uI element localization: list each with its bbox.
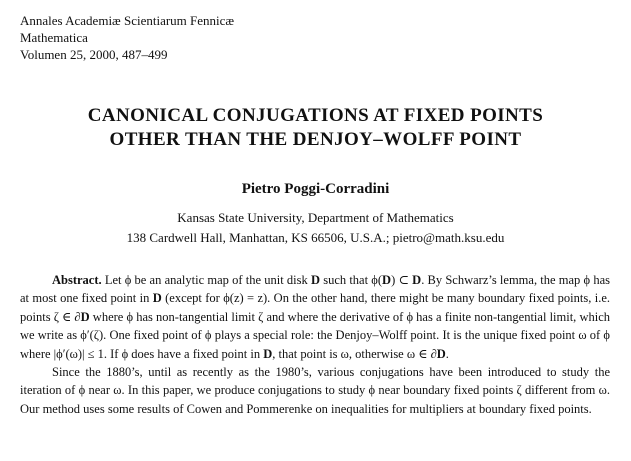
title-line-2: OTHER THAN THE DENJOY–WOLFF POINT (109, 129, 522, 150)
journal-series: Mathematica (20, 30, 88, 45)
affiliation-line-1: Kansas State University, Department of Mathematics (177, 210, 454, 225)
abstract (20, 271, 610, 418)
abstract-paragraph-1: Abstract. Let ϕ be an analytic map of the unit disk D such that ϕ(D) ⊂ D. By Schwarz’s lemma, the map ϕ has at most one fixed point in D (except for ϕ(z) = z). On the other hand, there might be many boundary fixed points, i.e. points ζ ∈ ∂D where ϕ has non-tangential limit ζ and where the derivative of ϕ has a finite non-tangential limit, which we write as ϕ′(ζ). One fixed point of ϕ plays a special role: the Denjoy–Wolff point. It is the unique fixed point ω of ϕ where |ϕ′(ω)| ≤ 1. If ϕ does have a fixed point in D, that point is ω, otherwise ω ∈ ∂D. (20, 273, 611, 361)
journal-header (20, 12, 234, 63)
author-name: Pietro Poggi-Corradini (241, 181, 390, 197)
abstract-label: Abstract. (52, 273, 102, 287)
journal-volume: Volumen 25, 2000, 487–499 (20, 47, 168, 62)
title-line-1: CANONICAL CONJUGATIONS AT FIXED POINTS (87, 105, 544, 126)
abstract-paragraph-2: Since the 1880’s, until as recently as the 1980’s, various conjugations have been introduced to study the iteration of ϕ near ω. In this paper, we produce conjugations to study ϕ near boundary fixed points ζ different from ω. Our method uses some results of Cowen and Pommerenke on inequalities for multipliers at boundary fixed points. (20, 365, 610, 416)
journal-name: Annales Academiæ Scientiarum Fennicæ (20, 13, 235, 28)
affiliation-line-2: 138 Cardwell Hall, Manhattan, KS 66506, U.S.A.; pietro@math.ksu.edu (126, 230, 505, 245)
affiliation (0, 208, 631, 248)
paper-title (0, 104, 631, 152)
